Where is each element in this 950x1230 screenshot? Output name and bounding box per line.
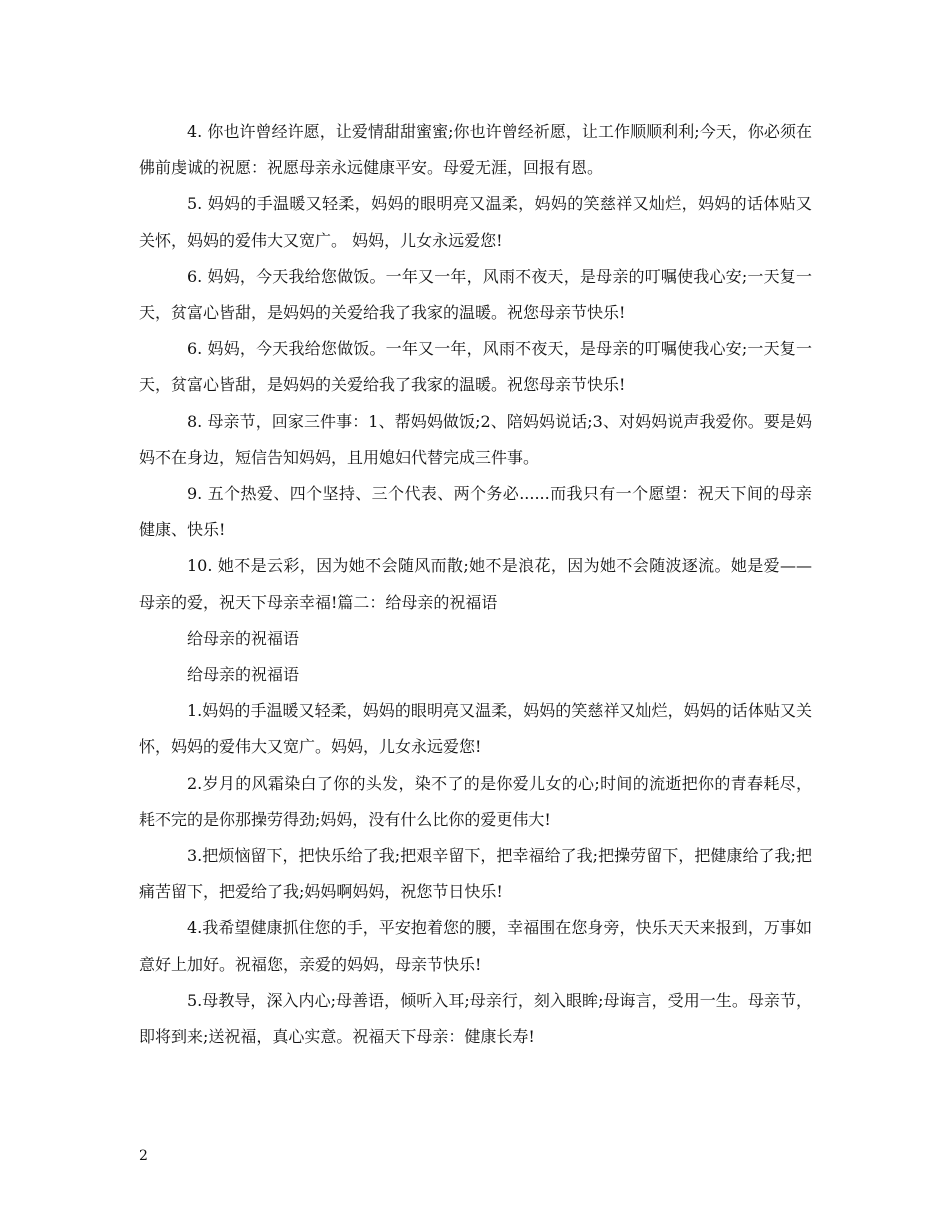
paragraph: 8. 母亲节，回家三件事：1、帮妈妈做饭;2、陪妈妈说话;3、对妈妈说声我爱你。要是妈妈不在身边，短信告知妈妈，且用媳妇代替完成三件事。 [139, 411, 812, 467]
paragraph: 9. 五个热爱、四个坚持、三个代表、两个务必......而我只有一个愿望：祝天下间的母亲健康、快乐! [139, 484, 812, 540]
section-heading: 给母亲的祝福语 [187, 665, 300, 685]
document-body [139, 114, 812, 1055]
paragraph: 5.母教导，深入内心;母善语，倾听入耳;母亲行，刻入眼眸;母诲言，受用一生。母亲节，即将到来;送祝福，真心实意。祝福天下母亲：健康长寿! [139, 990, 812, 1047]
paragraph: 10. 她不是云彩，因为她不会随风而散;她不是浪花，因为她不会随波逐流。她是爱——母亲的爱，祝天下母亲幸福!篇二：给母亲的祝福语 [139, 556, 812, 612]
paragraph: 4. 你也许曾经许愿，让爱情甜甜蜜蜜;你也许曾经祈愿，让工作顺顺利利;今天，你必须在佛前虔诚的祝愿：祝愿母亲永远健康平安。母爱无涯，回报有恩。 [139, 122, 812, 178]
paragraph: 1.妈妈的手温暖又轻柔，妈妈的眼明亮又温柔，妈妈的笑慈祥又灿烂，妈妈的话体贴又关怀，妈妈的爱伟大又宽广。妈妈，儿女永远爱您! [139, 701, 812, 757]
paragraph: 2.岁月的风霜染白了你的头发，染不了的是你爱儿女的心;时间的流逝把你的青春耗尽，耗不完的是你那操劳得劲;妈妈，没有什么比你的爱更伟大! [139, 773, 812, 829]
paragraph: 5. 妈妈的手温暖又轻柔，妈妈的眼明亮又温柔，妈妈的笑慈祥又灿烂，妈妈的话体贴又关怀，妈妈的爱伟大又宽广。 妈妈，儿女永远爱您! [139, 194, 812, 250]
section-heading: 给母亲的祝福语 [187, 628, 300, 648]
paragraph: 3.把烦恼留下，把快乐给了我;把艰辛留下，把幸福给了我;把操劳留下，把健康给了我;把痛苦留下，把爱给了我;妈妈啊妈妈，祝您节日快乐! [139, 846, 812, 902]
paragraph: 6. 妈妈，今天我给您做饭。一年又一年，风雨不夜天，是母亲的叮嘱使我心安;一天复一天，贫富心皆甜，是妈妈的关爱给我了我家的温暖。祝您母亲节快乐! [139, 339, 812, 395]
paragraph: 6. 妈妈，今天我给您做饭。一年又一年，风雨不夜天，是母亲的叮嘱使我心安;一天复一天，贫富心皆甜，是妈妈的关爱给我了我家的温暖。祝您母亲节快乐! [139, 266, 812, 323]
paragraph: 4.我希望健康抓住您的手，平安抱着您的腰，幸福围在您身旁，快乐天天来报到，万事如意好上加好。祝福您，亲爱的妈妈，母亲节快乐! [139, 918, 812, 974]
page-number: 2 [139, 1148, 148, 1164]
